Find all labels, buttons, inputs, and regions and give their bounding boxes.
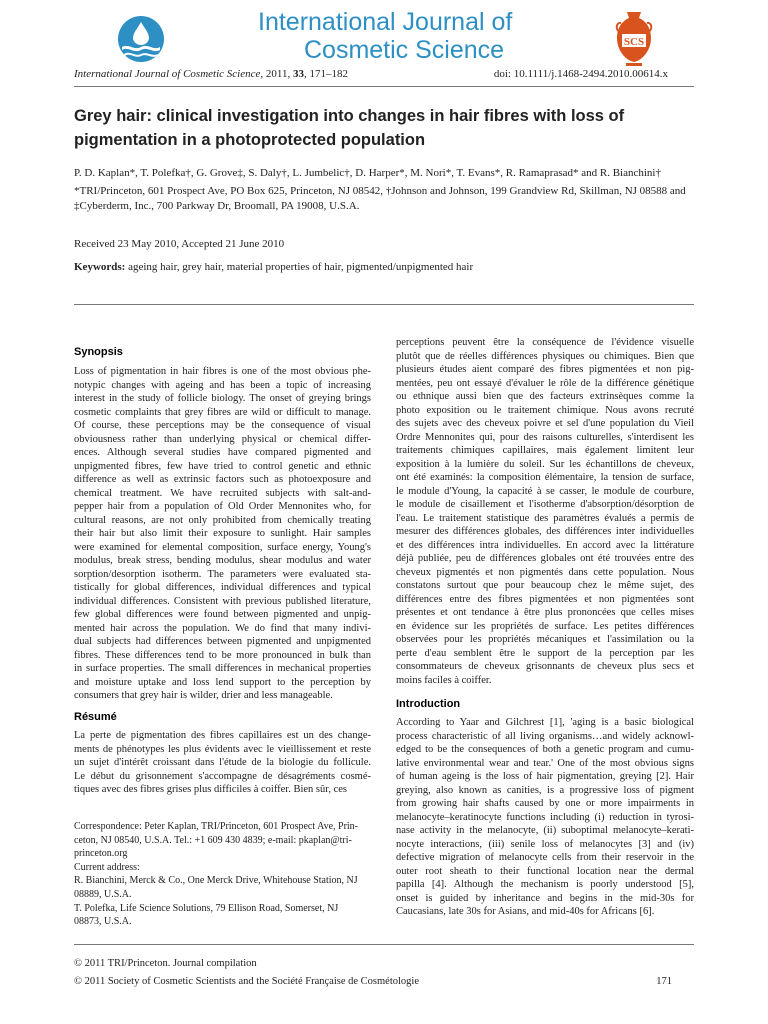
text-line: lative environmental wear and tear.' One of the most obvious signs: [396, 757, 694, 769]
text-line: La perte de pigmentation des fibres capillaires est un des change-: [74, 730, 371, 741]
text-line: cultural reasons, are not only prohibited from chemically treating: [74, 514, 371, 526]
text-line: Of course, these perceptions may be the consequence of visual: [74, 420, 371, 431]
article-title: Grey hair: clinical investigation into changes in hair fibres with loss of pigmentation in a photoprotected population: [74, 107, 625, 149]
text-line: R. Bianchini, Merck & Co., One Merck Drive, Whitehouse Station, NJ: [74, 875, 358, 887]
text-line: greying, also known as canities, is a progressive loss of pigment: [396, 784, 694, 796]
received-dates: Received 23 May 2010, Accepted 21 June 2010: [74, 238, 285, 250]
keywords: [74, 261, 473, 273]
text-line: constatons surtout que pour beaucoup chez le même sujet, des: [396, 580, 694, 591]
text-line: individual differences. Consistent with previous published literature,: [74, 595, 371, 607]
citation-volume: 33: [292, 68, 304, 80]
text-line: moins faciles à coiffer.: [396, 674, 492, 686]
text-line: of human ageing is the loss of hair pigmentation, greying [2]. Hair: [396, 771, 694, 782]
text-line: notypic changes with ageing and has been a topic of increasing: [74, 379, 371, 391]
text-line: were examined for elemental composition, surface energy, Young's: [74, 541, 371, 553]
scs-logo-text: SCS: [623, 36, 645, 48]
text-line: consumers that grey hair is wilder, drier and less manageable.: [74, 690, 333, 701]
introduction-heading: Introduction: [396, 698, 461, 710]
text-line: few global differences were found between pigmented and unpig-: [74, 609, 371, 620]
text-line: perceptions peuvent être la conséquence de l'évidence visuelle: [396, 337, 694, 348]
correspondence-note: [74, 820, 371, 929]
text-line: déjà publiée, peu de différences globales ont été trouvées entre des: [396, 553, 694, 564]
synopsis-heading: Synopsis: [74, 346, 123, 358]
text-line: and moisture uptake and loss lend support to the perception by: [74, 676, 371, 688]
text-line: chemical treatment. We have recruited subjects with salt-and-: [74, 487, 371, 499]
affiliations: [74, 184, 714, 214]
text-line: in surface properties. The small differences in mechanical properties: [74, 663, 371, 674]
text-line: cosmetic complaints that grey fibres are wild or difficult to manage.: [74, 406, 371, 418]
text-line: nase activity in the melanocyte, (ii) suboptimal melanocyte–kerati-: [396, 825, 694, 836]
text-line: ments de phénotypes les plus évidents avec le vieillissement et reste: [74, 743, 371, 755]
text-line: le module d'Young, la capacité à se casser, le module de courbure,: [396, 485, 694, 497]
text-line: 08873, U.S.A.: [74, 916, 132, 928]
text-line: observées pour les propriétés mécaniques et l'assimilation ou la: [396, 634, 694, 645]
citation-year: , 2011,: [260, 68, 293, 80]
text-line: ont été examinés: la composition élémentaire, la tension de surface,: [396, 472, 694, 483]
text-line: onset is guided by inheritance and begins in the mid-30s for: [396, 892, 694, 904]
text-line: outer root sheath to their functional location near the dermal: [396, 865, 694, 877]
text-line: exposition à la lumière du soleil. Sur les échantillons de cheveux,: [396, 458, 694, 470]
text-line: Correspondence: Peter Kaplan, TRI/Princeton, 601 Prospect Ave, Prin-: [74, 821, 359, 832]
text-line: Loss of pigmentation in hair fibres is one of the most obvious phe-: [74, 366, 371, 377]
text-line: papilla [4]. Although the mechanism is poorly understood [5],: [396, 879, 694, 890]
text-line: traitements chimiques capillaires, mais également limitent leur: [396, 445, 694, 456]
citation-line: [74, 68, 348, 80]
copyright-line: © 2011 Society of Cosmetic Scientists and the Société Française de Cosmétologie: [74, 976, 419, 987]
text-line: mesurer des différences globales, des différences inter individuelles: [396, 526, 694, 537]
scs-amphora-logo-icon: [612, 8, 656, 66]
text-line: from growing hair shafts caused by one or more impairments in: [396, 798, 694, 809]
text-line: nocyte interactions, (iii) senile loss of melanocytes [3] and (iv): [396, 838, 694, 850]
text-line: perte d'eau semblent être le support de la perception par les: [396, 647, 694, 659]
text-line: cheveux pigmentés et non pigmentés dans cette population. Nous: [396, 566, 694, 578]
text-line: According to Yaar and Gilchrest [1], 'aging is a basic biological: [396, 717, 694, 728]
text-line: des sujets avec des cheveux poivre et sel d'une population du Vieil: [396, 418, 694, 429]
citation-journal: International Journal of Cosmetic Science: [74, 68, 261, 80]
text-line: tistically for global differences, individual differences and typical: [74, 582, 371, 593]
text-line: T. Polefka, Life Science Solutions, 79 Ellison Road, Somerset, NJ: [74, 902, 339, 914]
text-line: ences. Although several studies have compared pigmented and: [74, 447, 371, 458]
copyright-line: © 2011 TRI/Princeton. Journal compilation: [74, 958, 257, 969]
affiliation-line: *TRI/Princeton, 601 Prospect Ave, PO Box 625, Princeton, NJ 08542, †Johnson and Johnson, 199 Grandview Rd, Skillman, NJ 08588 and: [74, 185, 686, 197]
text-line: Current address:: [74, 861, 140, 873]
text-line: melanocyte–keratinocyte functions including (i) reduction in tyrosi-: [396, 811, 694, 823]
doi[interactable]: doi: 10.1111/j.1468-2494.2010.00614.x: [493, 68, 668, 80]
text-line: defective migration of melanocyte cells from their reservoir in the: [396, 852, 694, 863]
text-line: en évidence sur les propriétés de surface. Les petites différences: [396, 620, 694, 632]
text-line: présentes et ont tendance à être plus prononcées que celles mises: [396, 607, 694, 618]
text-line: tiques avec des fibres grises plus difficiles à coiffer. Bien sûr, ces: [74, 784, 347, 795]
text-line: mented hair across the population. We do find that many indivi-: [74, 622, 371, 634]
text-line: interest in the study of follicle biology. The onset of greying brings: [74, 393, 371, 404]
keywords-text: ageing hair, grey hair, material properties of hair, pigmented/unpigmented hair: [128, 261, 474, 273]
text-line: sorption/desorption isotherm. The parameters were evaluated sta-: [74, 568, 371, 580]
text-line: mentées, peu ont essayé d'évaluer le rôle de la différence génétique: [396, 377, 694, 389]
author-list: P. D. Kaplan*, T. Polefka†, G. Grove‡, S. Daly†, L. Jumbelic†, D. Harper*, M. Nori*, T. Evans*, R. Ramaprasad* and R. Bianchini†: [74, 167, 661, 179]
citation-pages: , 171–182: [303, 68, 348, 80]
text-line: consommateurs de cheveux grisonnants de cheveux plus secs et: [396, 661, 694, 672]
text-line: process characteristic of all living organisms…and widely acknowl-: [396, 730, 694, 742]
resume-body: [74, 729, 371, 797]
text-line: difference as well as extrinsic factors such as photoexposure and: [74, 474, 371, 485]
text-line: le module de cisaillement et l'isotherme d'absorption/désorption de: [396, 499, 694, 510]
text-line: princeton.org: [74, 848, 128, 860]
text-line: Le début du grisonnement s'accompagne de désagréments cosmé-: [74, 770, 371, 782]
text-line: Ordre Mennonites qui, pour des raisons culturelles, s'interdisent les: [396, 431, 694, 443]
journal-name-line1: International Journal of: [258, 8, 513, 36]
text-line: Caucasians, late 30s for Asians, and mid-40s for Africans [6].: [396, 906, 655, 917]
top-divider: [74, 86, 694, 87]
resume-heading: Résumé: [74, 711, 117, 723]
water-drop-wave-logo-icon: [116, 14, 166, 64]
text-line: modulus, break stress, bending modulus, shear modulus and water: [74, 555, 371, 566]
text-line: un sujet d'intérêt croissant dans l'étude de la biologie du follicule.: [74, 757, 371, 768]
text-line: fibres. These differences tend to be more pronounced in bulk than: [74, 649, 371, 661]
text-line: ceton, NJ 08540, U.S.A. Tel.: +1 609 430 4839; e-mail: pkaplan@tri-: [74, 834, 352, 846]
text-line: plutôt que de réelles différences physiques ou chimiques. Bien que: [396, 350, 694, 362]
text-line: pepper hair from a population of Old Order Mennonites who, for: [74, 501, 371, 512]
text-line: photo exposition ou le traitement chimique. Nous avons recruté: [396, 404, 694, 416]
synopsis-body: [74, 365, 371, 703]
resume-continued-body: [396, 336, 694, 687]
text-line: plusieurs études aient comparé des fibres pigmentées et non pig-: [396, 364, 694, 375]
footer-divider: [74, 944, 694, 945]
journal-name-line2: Cosmetic Science: [304, 36, 505, 64]
text-line: unpigmented fibres, few have tried to control genetic and ethnic: [74, 460, 371, 472]
affiliation-line: ‡Cyberderm, Inc., 700 Parkway Dr, Broomall, PA 19008, U.S.A.: [74, 200, 360, 212]
text-line: et des différences intra individuelles. En accord avec la littérature: [396, 539, 694, 551]
keywords-label: Keywords:: [74, 261, 126, 273]
text-line: obviousness rather than underlying physical or chemical differ-: [74, 433, 371, 445]
text-line: ou ethnique aussi bien que des facteurs extrinsèques comme la: [396, 391, 694, 402]
text-line: dual subjects had differences between pigmented and unpigmented: [74, 636, 371, 647]
page-number: 171: [656, 976, 672, 987]
text-line: 08889, U.S.A.: [74, 888, 132, 900]
text-line: their hair but also limit their exposure to sunlight. Hair samples: [74, 528, 371, 539]
section-divider: [74, 304, 694, 305]
text-line: l'eau. Le traitement statistique des paramètres évalués a permis de: [396, 512, 694, 524]
text-line: différences entre des fibres pigmentées et non pigmentées sont: [396, 593, 694, 605]
masthead: [0, 0, 768, 66]
introduction-body: [396, 716, 694, 919]
text-line: edged to be the consequences of both a genetic program and cumu-: [396, 744, 694, 755]
